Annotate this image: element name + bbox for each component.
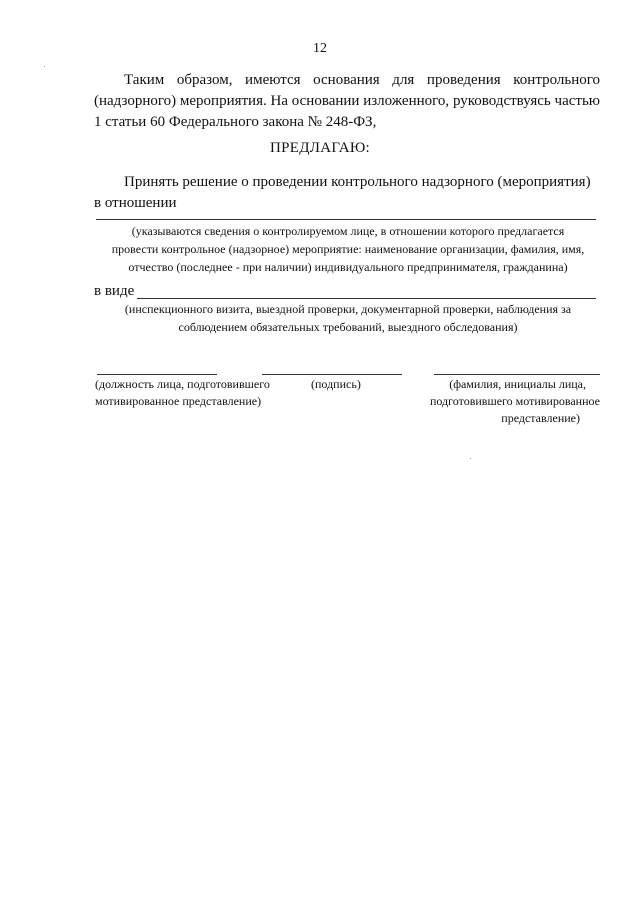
intro-line-1: Таким образом, имеются основания для проведения контрольного	[124, 72, 600, 88]
form-note-line-1: (инспекционного визита, выездной проверки, документарной проверки, наблюдения за	[124, 302, 572, 316]
name-caption	[400, 376, 600, 427]
subject-note-line-3: отчество (последнее - при наличии) индивидуального предпринимателя, гражданина)	[128, 260, 568, 274]
scan-speck	[470, 458, 471, 459]
page-number: 12	[313, 41, 327, 56]
decision-line-2: в отношении	[94, 195, 177, 211]
scan-speck	[44, 66, 45, 67]
position-caption-line-2: мотивированное представление)	[95, 394, 262, 408]
form-note-line-2: соблюдением обязательных требований, выездного обследования)	[178, 320, 518, 334]
intro-line-2: (надзорного) мероприятия. На основании изложенного, руководствуясь частью	[94, 93, 600, 109]
subject-note-line-1: (указываются сведения о контролируемом лице, в отношении которого предлагается	[131, 224, 565, 238]
position-signature-line[interactable]	[97, 374, 217, 375]
decision-paragraph	[94, 172, 600, 214]
subject-note	[88, 222, 608, 276]
form-note	[88, 300, 608, 336]
sign-signature-line[interactable]	[262, 374, 402, 375]
propose-heading: ПРЕДЛАГАЮ:	[269, 140, 371, 156]
decision-line-1: Принять решение о проведении контрольного надзорного (мероприятия)	[124, 174, 591, 190]
subject-blank-line[interactable]	[96, 219, 596, 220]
form-blank-line[interactable]	[137, 298, 596, 299]
name-caption-line-3: представление)	[501, 411, 580, 425]
name-caption-line-1: (фамилия, инициалы лица,	[449, 377, 586, 391]
name-signature-line[interactable]	[434, 374, 600, 375]
sign-caption: (подпись)	[311, 377, 361, 391]
intro-paragraph	[94, 70, 600, 133]
subject-note-line-2: провести контрольное (надзорное) мероприятие: наименование организации, фамилия, имя,	[111, 242, 585, 256]
form-label: в виде	[94, 283, 135, 299]
intro-line-3: 1 статьи 60 Федерального закона № 248-ФЗ,	[94, 114, 377, 130]
position-caption	[95, 376, 295, 410]
name-caption-line-2: подготовившего мотивированное	[429, 394, 600, 408]
position-caption-line-1: (должность лица, подготовившего	[95, 377, 270, 391]
